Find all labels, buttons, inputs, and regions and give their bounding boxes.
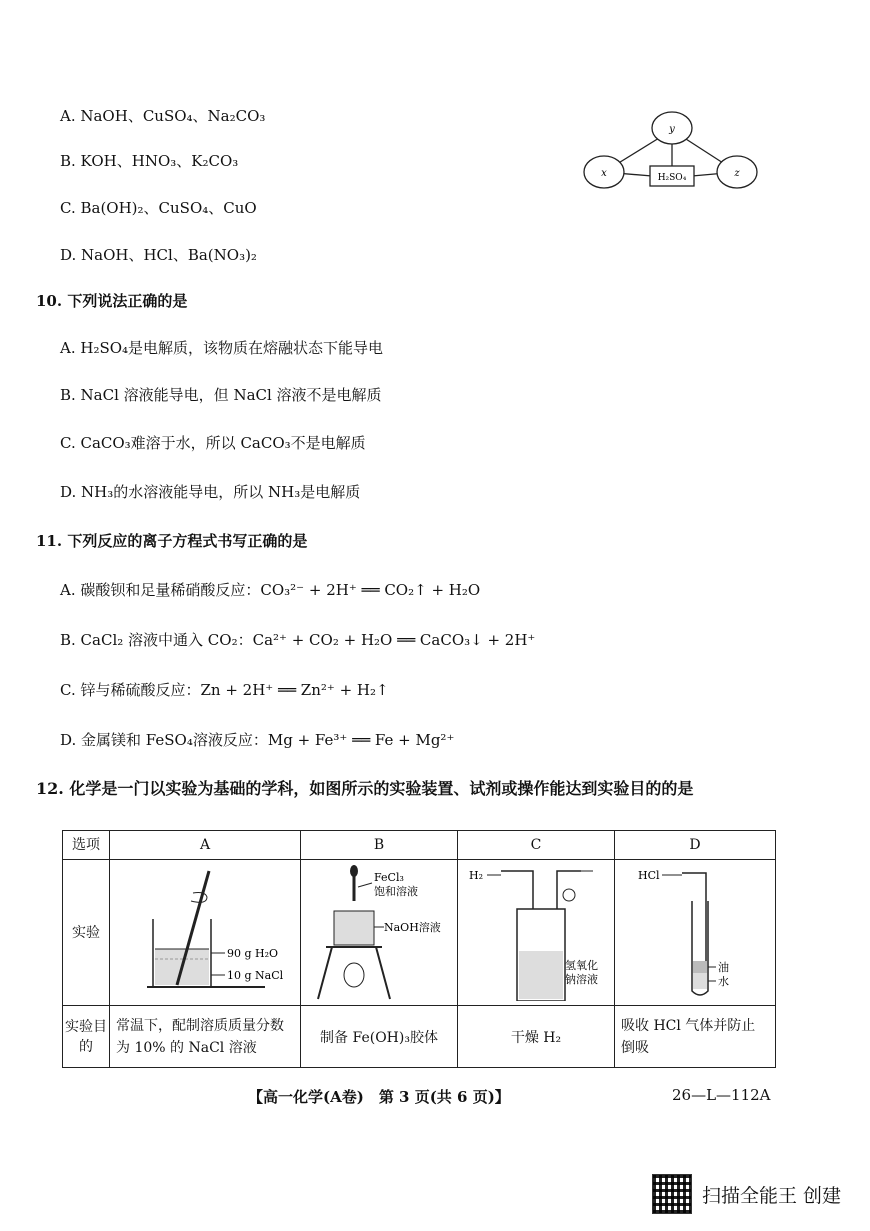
label-fecl3: FeCl₃ [374, 870, 404, 884]
beaker-stirring-illustration [115, 861, 295, 1001]
header-option: 选项 [63, 831, 110, 860]
colloid-preparation-illustration [304, 861, 454, 1001]
page-footer: 【高一化学(A卷) 第 3 页(共 6 页)】 [248, 1088, 510, 1106]
header-d: D [615, 831, 776, 860]
header-b: B [301, 831, 458, 860]
scanner-text: 扫描全能王 创建 [702, 1184, 842, 1207]
q10-option-a: A. H₂SO₄是电解质，该物质在熔融状态下能导电 [60, 339, 384, 357]
table-row-experiment [63, 860, 776, 1006]
q12-stem: 12. 化学是一门以实验为基础的学科，如图所示的实验装置、试剂或操作能达到实验目的的是 [36, 779, 694, 798]
apparatus-b [301, 860, 458, 1006]
apparatus-c [458, 860, 615, 1006]
hcl-absorption-illustration [620, 861, 770, 1001]
row-label-experiment: 实验 [63, 860, 110, 1006]
q9-option-b: B. KOH、HNO₃、K₂CO₃ [60, 152, 239, 170]
q11-option-c: C. 锌与稀硫酸反应：Zn + 2H⁺ ══ Zn²⁺ + H₂↑ [60, 681, 389, 699]
purpose-d: 吸收 HCl 气体并防止倒吸 [615, 1006, 776, 1068]
label-oil: 油 [718, 960, 729, 974]
purpose-a: 常温下，配制溶质质量分数为 10% 的 NaCl 溶液 [110, 1006, 301, 1068]
label-water-d: 水 [718, 974, 729, 988]
q11-option-d: D. 金属镁和 FeSO₄溶液反应：Mg + Fe³⁺ ══ Fe + Mg²⁺ [60, 731, 455, 749]
q10-option-b: B. NaCl 溶液能导电，但 NaCl 溶液不是电解质 [60, 386, 382, 404]
label-nacl: 10 g NaCl [227, 968, 284, 982]
table-header-row [63, 831, 776, 860]
label-hcl: HCl [638, 868, 660, 882]
q10-option-c: C. CaCO₃难溶于水，所以 CaCO₃不是电解质 [60, 434, 366, 452]
header-a: A [110, 831, 301, 860]
q11-stem: 11. 下列反应的离子方程式书写正确的是 [36, 532, 308, 550]
q10-stem: 10. 下列说法正确的是 [36, 292, 188, 310]
header-c: C [458, 831, 615, 860]
q9-option-c: C. Ba(OH)₂、CuSO₄、CuO [60, 199, 257, 217]
apparatus-a [110, 860, 301, 1006]
relation-diagram [582, 110, 782, 200]
q10-option-d: D. NH₃的水溶液能导电，所以 NH₃是电解质 [60, 483, 361, 501]
gas-drying-illustration [461, 861, 611, 1001]
node-h2so4-label: H₂SO₄ [657, 173, 687, 183]
label-sodium-hydroxide-1: 氢氧化 [565, 958, 598, 972]
table-row-purpose [63, 1006, 776, 1068]
label-saturated: 饱和溶液 [374, 884, 418, 898]
label-naoh-solution: NaOH溶液 [384, 920, 441, 934]
label-water: 90 g H₂O [227, 946, 279, 960]
row-label-purpose: 实验目的 [63, 1006, 110, 1068]
label-sodium-hydroxide-2: 钠溶液 [565, 972, 598, 986]
qr-code-icon [652, 1174, 692, 1214]
node-z-label: z [734, 168, 740, 179]
q11-option-b: B. CaCl₂ 溶液中通入 CO₂：Ca²⁺ + CO₂ + H₂O ══ CaCO₃↓ + 2H⁺ [60, 631, 536, 649]
node-x-label: x [601, 168, 607, 179]
node-y-label: y [669, 124, 675, 135]
scanner-watermark [652, 1174, 841, 1214]
purpose-b: 制备 Fe(OH)₃胶体 [301, 1006, 458, 1068]
q11-option-a: A. 碳酸钡和足量稀硝酸反应：CO₃²⁻ + 2H⁺ ══ CO₂↑ + H₂O [60, 581, 481, 599]
q9-option-a: A. NaOH、CuSO₄、Na₂CO₃ [60, 107, 266, 125]
paper-code: 26—L—112A [672, 1086, 771, 1104]
q9-option-d: D. NaOH、HCl、Ba(NO₃)₂ [60, 246, 257, 264]
purpose-c: 干燥 H₂ [458, 1006, 615, 1068]
apparatus-d [615, 860, 776, 1006]
experiment-table [62, 830, 776, 1068]
label-h2: H₂ [469, 868, 484, 882]
